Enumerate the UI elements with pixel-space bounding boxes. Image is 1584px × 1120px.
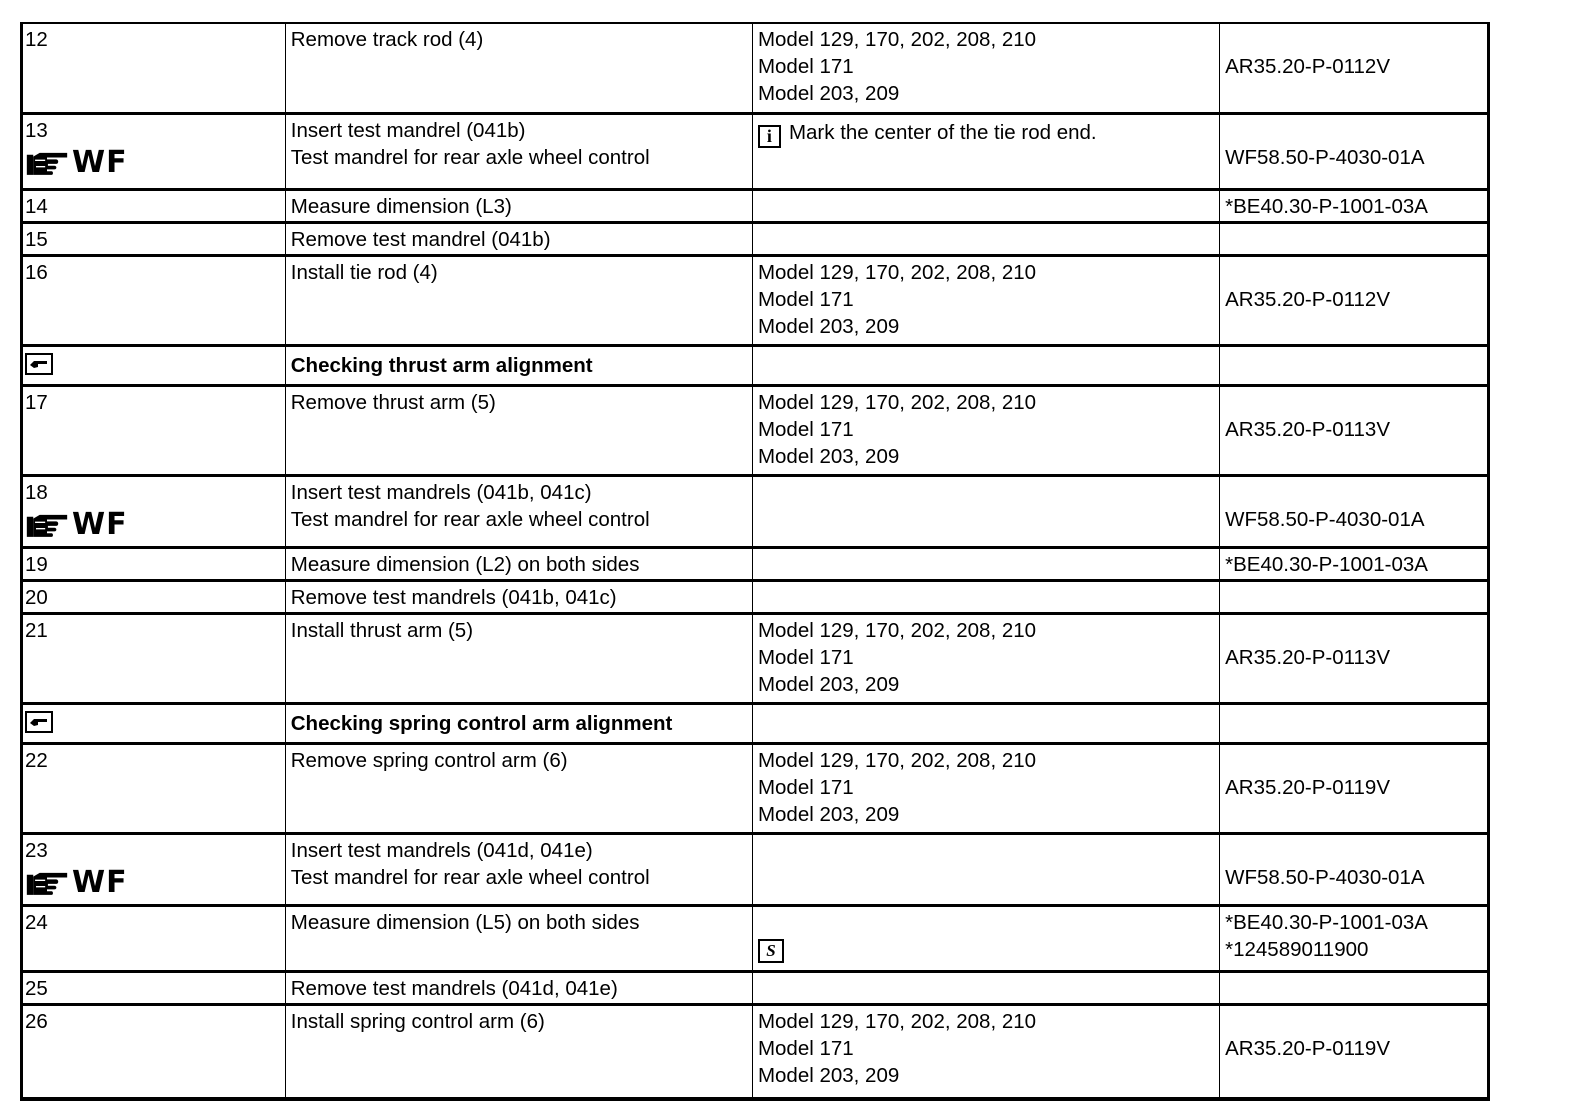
step-cell [22,580,286,613]
action-cell [285,385,752,475]
info-cell [752,703,1219,743]
workshop-note [25,508,280,542]
reference-cell [1220,1004,1489,1099]
action-text: Measure dimension (L3) [290,194,512,218]
model-text: Model 203, 209 [757,82,900,105]
model-text: Model 129, 170, 202, 208, 210 [757,390,1037,414]
step-cell [22,113,286,189]
info-cell [752,189,1219,222]
step-cell [22,833,286,905]
wf-label: WF [72,145,128,180]
info-cell [752,743,1219,833]
step-number: 13 [25,118,48,142]
step-cell [22,743,286,833]
action-text: Insert test mandrels (041b, 041c) [290,480,592,504]
reference-cell [1220,547,1489,580]
action-cell [285,905,752,971]
table-row [22,23,1489,113]
table-row [22,971,1489,1004]
document-reference: AR35.20-P-0119V [1225,1036,1390,1060]
model-text: Model 203, 209 [757,1063,900,1087]
special-tool-icon: S [758,939,784,963]
hand-pointer-icon [25,149,69,177]
model-text: Model 129, 170, 202, 208, 210 [757,618,1037,642]
reference-cell [1220,189,1489,222]
model-text: Model 129, 170, 202, 208, 210 [757,260,1037,284]
table-row [22,743,1489,833]
reference-cell [1220,905,1489,971]
info-cell [752,833,1219,905]
document-reference: *BE40.30-P-1001-03A [1225,194,1428,218]
action-cell [285,255,752,345]
action-text: Remove test mandrel (041b) [290,227,551,251]
action-cell [285,743,752,833]
step-cell [22,222,286,255]
hand-pointer-icon [25,869,69,897]
step-number: 26 [25,1009,48,1033]
table-row [22,547,1489,580]
info-icon: i [758,125,781,148]
action-text: Measure dimension (L2) on both sides [290,552,640,576]
step-cell [22,189,286,222]
action-text: Remove track rod (4) [290,28,484,51]
model-text: Model 203, 209 [757,444,900,468]
model-text: Model 129, 170, 202, 208, 210 [757,28,1037,51]
info-cell [752,613,1219,703]
action-cell [285,113,752,189]
action-text: Insert test mandrel (041b) [290,118,526,142]
step-cell [22,345,286,385]
step-cell [22,971,286,1004]
document-reference: WF58.50-P-4030-01A [1225,145,1425,169]
document-reference: AR35.20-P-0112V [1225,55,1390,78]
action-text: Install tie rod (4) [290,260,438,284]
step-number: 16 [25,260,48,284]
action-text: Insert test mandrels (041d, 041e) [290,838,593,862]
reference-cell [1220,580,1489,613]
model-text: Model 171 [757,775,854,799]
action-text: Test mandrel for rear axle wheel control [290,865,650,889]
action-cell [285,475,752,547]
info-cell [752,1004,1219,1099]
info-cell [752,345,1219,385]
model-text: Model 129, 170, 202, 208, 210 [757,1009,1037,1033]
action-text: Remove thrust arm (5) [290,390,496,414]
action-text: Remove test mandrels (041b, 041c) [290,585,617,609]
step-cell [22,547,286,580]
document-reference: WF58.50-P-4030-01A [1225,865,1425,889]
action-text: Measure dimension (L5) on both sides [290,910,640,934]
section-row [22,345,1489,385]
model-text: Model 203, 209 [757,802,900,826]
table-row [22,385,1489,475]
info-cell [752,222,1219,255]
step-number: 12 [25,28,48,51]
hand-pointer-icon [25,711,53,733]
table-row [22,833,1489,905]
reference-cell [1220,613,1489,703]
reference-cell [1220,255,1489,345]
reference-cell [1220,703,1489,743]
reference-cell [1220,23,1489,113]
table-row [22,613,1489,703]
action-cell [285,613,752,703]
step-number: 17 [25,390,48,414]
info-cell [752,905,1219,971]
model-text: Model 203, 209 [757,314,900,338]
document-reference: *124589011900 [1225,937,1369,961]
step-cell [22,385,286,475]
model-text: Model 129, 170, 202, 208, 210 [757,748,1037,772]
info-cell [752,971,1219,1004]
reference-cell [1220,385,1489,475]
info-cell [752,23,1219,113]
model-text: Model 171 [757,417,854,441]
step-cell [22,1004,286,1099]
document-reference: AR35.20-P-0112V [1225,287,1390,311]
action-text: Install spring control arm (6) [290,1009,545,1033]
workshop-note [25,866,280,900]
hand-pointer-icon [25,511,69,539]
info-cell [752,580,1219,613]
document-reference: *BE40.30-P-1001-03A [1225,552,1428,576]
reference-cell [1220,743,1489,833]
model-text: Model 171 [757,287,854,311]
step-number: 21 [25,618,48,642]
wf-label: WF [72,507,128,542]
action-text: Remove spring control arm (6) [290,748,568,772]
model-text: Model 203, 209 [757,672,900,696]
procedure-table [20,22,1490,1101]
reference-cell [1220,222,1489,255]
model-text: Model 171 [757,645,854,669]
hand-pointer-icon [25,353,53,375]
reference-cell [1220,113,1489,189]
wf-label: WF [72,865,128,900]
step-cell [22,475,286,547]
document-reference: WF58.50-P-4030-01A [1225,507,1425,531]
action-cell [285,547,752,580]
workshop-note [25,146,280,180]
action-cell [285,971,752,1004]
info-cell [752,113,1219,189]
step-number: 23 [25,838,48,862]
note-text: Mark the center of the tie rod end. [788,120,1097,144]
step-number: 19 [25,552,48,576]
step-cell [22,703,286,743]
step-number: 18 [25,480,48,504]
table-row [22,475,1489,547]
action-cell [285,222,752,255]
action-cell [285,345,752,385]
model-text: Model 171 [757,1036,854,1060]
table-row [22,189,1489,222]
step-cell [22,613,286,703]
action-cell [285,833,752,905]
table-row [22,255,1489,345]
step-cell [22,23,286,113]
document-reference: *BE40.30-P-1001-03A [1225,910,1428,934]
action-cell [285,580,752,613]
reference-cell [1220,475,1489,547]
reference-cell [1220,833,1489,905]
step-cell [22,255,286,345]
section-row [22,703,1489,743]
document-reference: AR35.20-P-0113V [1225,417,1390,441]
action-text: Test mandrel for rear axle wheel control [290,145,650,169]
step-cell [22,905,286,971]
table-row [22,905,1489,971]
info-cell [752,255,1219,345]
info-cell [752,385,1219,475]
action-cell [285,23,752,113]
info-cell [752,475,1219,547]
action-text: Remove test mandrels (041d, 041e) [290,976,618,1000]
document-reference: AR35.20-P-0119V [1225,775,1390,799]
step-number: 15 [25,227,48,251]
step-number: 25 [25,976,48,1000]
section-title: Checking spring control arm alignment [290,711,673,735]
note-line [758,119,1214,148]
step-number: 22 [25,748,48,772]
model-text: Model 171 [757,55,854,78]
reference-cell [1220,345,1489,385]
table-row [22,580,1489,613]
step-number: 24 [25,910,48,934]
action-cell [285,703,752,743]
action-cell [285,1004,752,1099]
reference-cell [1220,971,1489,1004]
section-title: Checking thrust arm alignment [290,353,593,377]
step-number: 20 [25,585,48,609]
action-text: Test mandrel for rear axle wheel control [290,507,650,531]
action-cell [285,189,752,222]
table-row [22,222,1489,255]
document-reference: AR35.20-P-0113V [1225,645,1390,669]
action-text: Install thrust arm (5) [290,618,474,642]
info-cell [752,547,1219,580]
step-number: 14 [25,194,48,218]
table-row [22,113,1489,189]
table-row [22,1004,1489,1099]
